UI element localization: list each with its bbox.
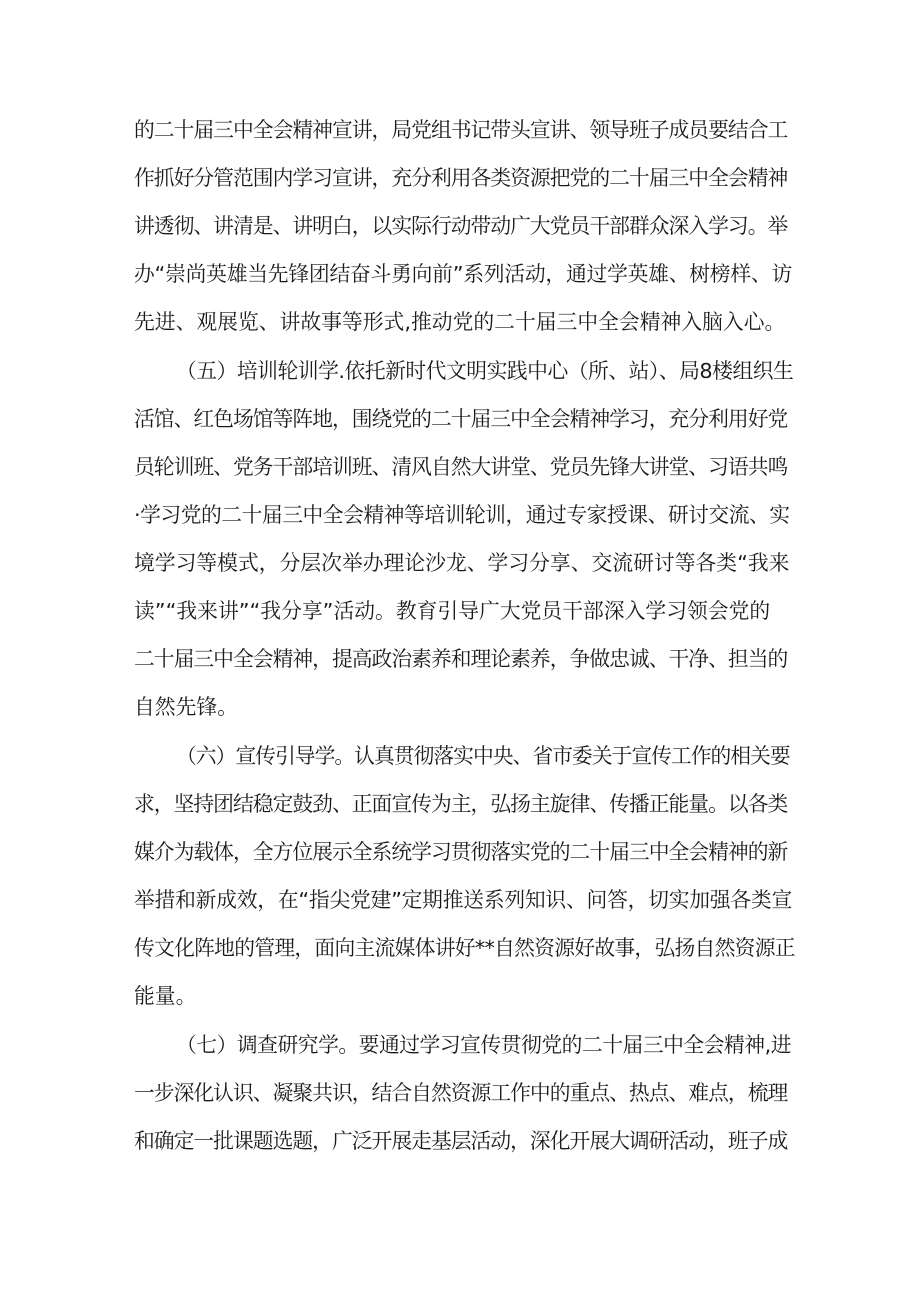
text-line: 作抓好分管范围内学习宣讲，充分利用各类资源把党的二十届三中全会精神	[134, 166, 788, 190]
paragraph-heading-5: （五）培训轮训学.依托新时代文明实践中心（所、站）、局8楼组织生	[176, 359, 794, 383]
text-line: 的二十届三中全会精神宣讲，局党组书记带头宣讲、领导班子成员要结合工	[134, 118, 788, 142]
text-line: 举措和新成效，在“指尖党建”定期推送系列知识、问答，切实加强各类宣	[134, 888, 792, 912]
text-line: 办“崇尚英雄当先锋团结奋斗勇向前”系列活动，通过学英雄、树榜样、访	[134, 262, 792, 286]
text-line: 员轮训班、党务干部培训班、清风自然大讲堂、党员先锋大讲堂、习语共鸣	[134, 455, 788, 479]
text-line: 媒介为载体，全方位展示全系统学习贯彻落实党的二十届三中全会精神的新	[134, 840, 788, 864]
text-line: 传文化阵地的管理，面向主流媒体讲好**自然资源好故事，弘扬自然资源正	[134, 936, 795, 960]
text-line: 活馆、红色场馆等阵地，围绕党的二十届三中全会精神学习，充分利用好党	[134, 407, 788, 431]
text-line: 读”“我来讲”“我分享”活动。教育引导广大党员干部深入学习领会党的	[134, 599, 771, 623]
text-line: 能量。	[134, 984, 197, 1008]
text-line: 和确定一批课题选题，广泛开展走基层活动，深化开展大调研活动，班子成	[134, 1129, 788, 1153]
text-line: ·学习党的二十届三中全会精神等培训轮训，通过专家授课、研讨交流、实	[134, 503, 790, 527]
text-line: 一步深化认识、凝聚共识，结合自然资源工作中的重点、热点、难点，梳理	[134, 1081, 788, 1105]
text-line: 境学习等模式，分层次举办理论沙龙、学习分享、交流研讨等各类“我来	[134, 551, 790, 575]
text-line: 先进、观展览、讲故事等形式,推动党的二十届三中全会精神入脑入心。	[134, 310, 786, 334]
text-line: 求，坚持团结稳定鼓劲、正面宣传为主，弘扬主旋律、传播正能量。以各类	[134, 792, 788, 816]
text-line: 自然先锋。	[134, 695, 238, 719]
paragraph-heading-6: （六）宣传引导学。认真贯彻落实中央、省市委关于宣传工作的相关要	[176, 744, 790, 768]
text-line: 讲透彻、讲清是、讲明白，以实际行动带动广大党员干部群众深入学习。举	[134, 214, 788, 238]
paragraph-heading-7: （七）调查研究学。要通过学习宣传贯彻党的二十届三中全会精神,进	[176, 1033, 792, 1057]
text-line: 二十届三中全会精神，提高政治素养和理论素养，争做忠诚、干净、担当的	[134, 647, 788, 671]
